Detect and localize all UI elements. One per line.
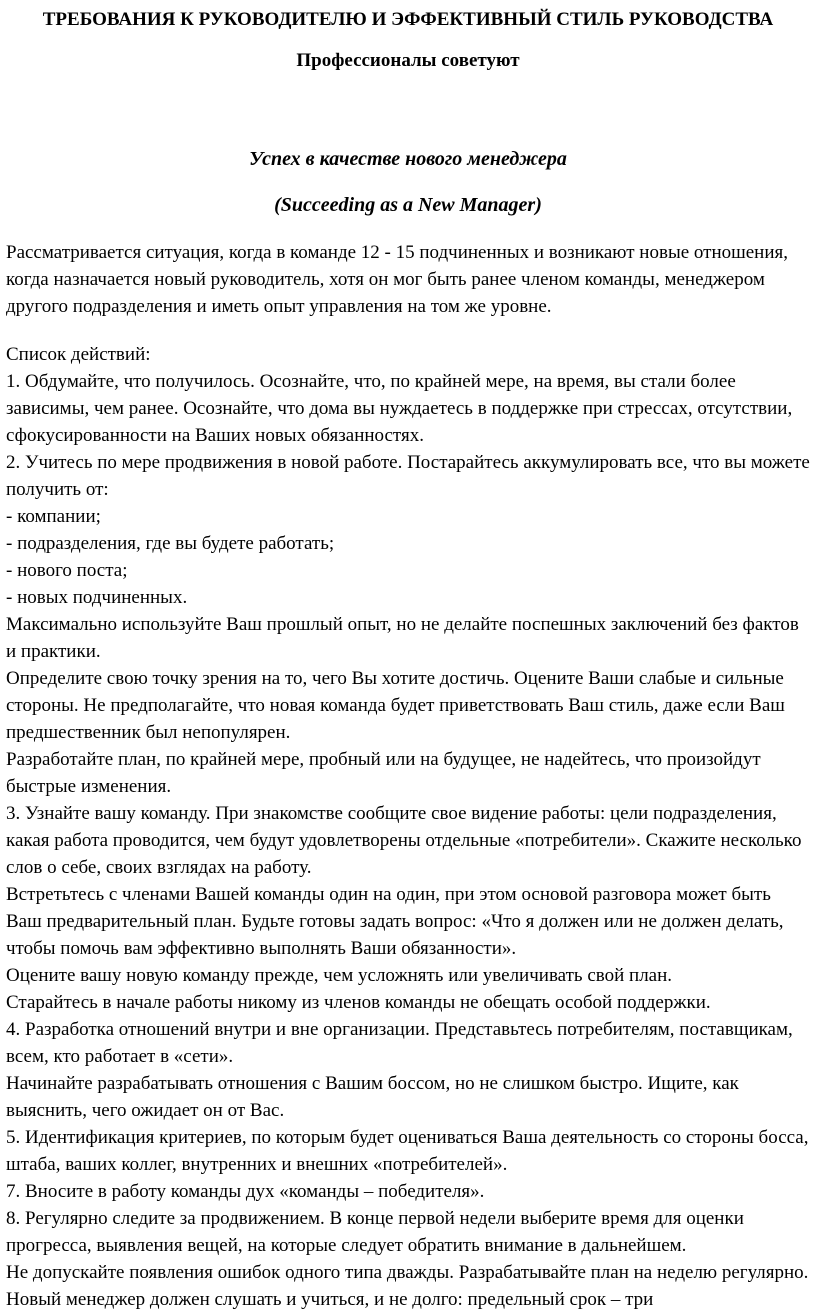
document-subtitle: Профессионалы советуют — [296, 50, 520, 71]
list-item-company: - компании; — [6, 506, 101, 527]
paragraph: Оцените вашу новую команду прежде, чем усложнять или увеличивать свой план. — [6, 965, 673, 986]
paragraph: Определите свою точку зрения на то, чего Вы хотите достичь. Оцените Ваши слабые и сильные стороны. Не предполагайте, что новая команда будет приветствовать Ваш стиль, даже если Ваш предшественник был непопулярен. — [6, 668, 785, 743]
section-heading-russian: Успех в качестве нового менеджера — [249, 148, 567, 170]
paragraph-step-3: 3. Узнайте вашу команду. При знакомстве сообщите свое видение работы: цели подразделения, какая работа проводится, чем будут удовлетворены отдельные «потребители». Скажите несколько слов о себе, своих взглядах на работу. — [6, 803, 802, 878]
paragraph-step-1: 1. Обдумайте, что получилось. Осознайте, что, по крайней мере, на время, вы стали более зависимы, чем ранее. Осознайте, что дома вы нуждаетесь в поддержке при стрессах, отсутствии, сфокусированности на Ваших новых обязанностях. — [6, 371, 793, 446]
list-item-new-post: - нового поста; — [6, 560, 128, 581]
paragraph: Встретьтесь с членами Вашей команды один на один, при этом основой разговора может быть Ваш предварительный план. Будьте готовы задать вопрос: «Что я должен или не должен делать, чтобы помочь вам эффективно выполнять Ваши обязанности». — [6, 884, 784, 959]
paragraph-step-8: 8. Регулярно следите за продвижением. В конце первой недели выберите время для оценки прогресса, выявления вещей, на которые следует обратить внимание в дальнейшем. — [6, 1208, 744, 1256]
intro-paragraph: Рассматривается ситуация, когда в команде 12 - 15 подчиненных и возникают новые отношения, когда назначается новый руководитель, хотя он мог быть ранее членом команды, менеджером другого подразделения и иметь опыт управления на том же уровне. — [6, 242, 789, 317]
paragraph-step-5: 5. Идентификация критериев, по которым будет оцениваться Ваша деятельность со стороны босса, штаба, ваших коллег, внутренних и внешних «потребителей». — [6, 1127, 809, 1175]
paragraph: Не допускайте появления ошибок одного типа дважды. Разрабатывайте план на неделю регулярно. Новый менеджер должен слушать и учиться, и не долго: предельный срок – три — [6, 1262, 809, 1310]
paragraph: Старайтесь в начале работы никому из членов команды не обещать особой поддержки. — [6, 992, 711, 1013]
list-item-new-subordinates: - новых подчиненных. — [6, 587, 188, 608]
paragraph-step-2: 2. Учитесь по мере продвижения в новой работе. Постарайтесь аккумулировать все, что вы можете получить от: — [6, 452, 810, 500]
paragraph: Максимально используйте Ваш прошлый опыт, но не делайте поспешных заключений без фактов и практики. — [6, 614, 799, 662]
list-heading: Список действий: — [6, 344, 151, 365]
paragraph: Начинайте разрабатывать отношения с Вашим боссом, но не слишком быстро. Ищите, как выяснить, чего ожидает он от Вас. — [6, 1073, 739, 1121]
section-heading-english: (Succeeding as a New Manager) — [274, 194, 542, 216]
paragraph: Разработайте план, по крайней мере, пробный или на будущее, не надейтесь, что произойдут быстрые изменения. — [6, 749, 761, 797]
list-item-department: - подразделения, где вы будете работать; — [6, 533, 335, 554]
paragraph-step-7: 7. Вносите в работу команды дух «команды – победителя». — [6, 1181, 485, 1202]
paragraph-step-4: 4. Разработка отношений внутри и вне организации. Представьтесь потребителям, поставщикам, всем, кто работает в «сети». — [6, 1019, 793, 1067]
document-title: ТРЕБОВАНИЯ К РУКОВОДИТЕЛЮ И ЭФФЕКТИВНЫЙ СТИЛЬ РУКОВОДСТВА — [42, 9, 774, 30]
